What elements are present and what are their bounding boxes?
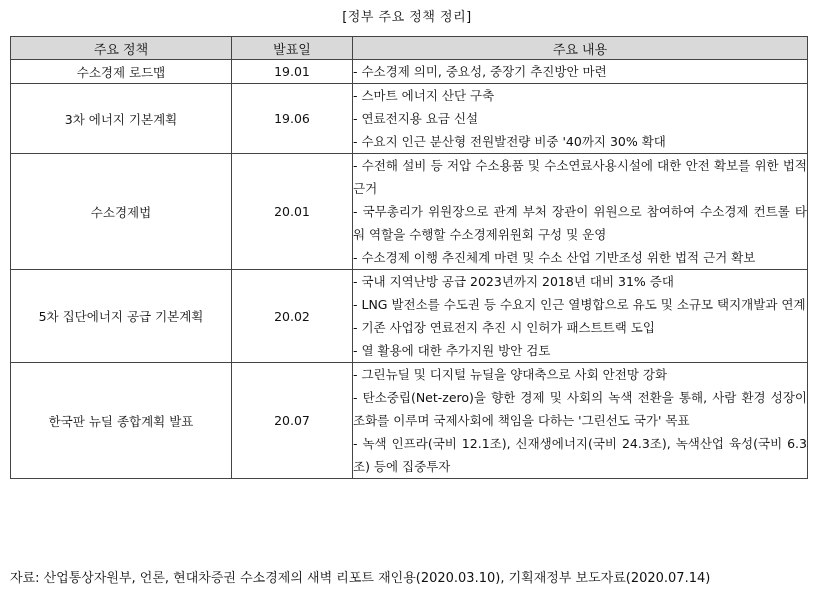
policy-name: 한국판 뉴딜 종합계획 발표 <box>11 363 232 479</box>
policy-name: 수소경제법 <box>11 154 232 270</box>
policy-name: 3차 에너지 기본계획 <box>11 84 232 154</box>
policy-name: 수소경제 로드맵 <box>11 60 232 84</box>
table-row <box>11 363 808 479</box>
table-title: [정부 주요 정책 정리] <box>342 10 472 25</box>
content-item: - 국내 지역난방 공급 2023년까지 2018년 대비 31% 증대 <box>353 274 674 289</box>
policy-content <box>353 60 808 84</box>
content-item: - 연료전지용 요금 신설 <box>353 111 479 126</box>
policy-content <box>353 363 808 479</box>
source-note: 자료: 산업통상자원부, 언론, 현대차증권 수소경제의 새벽 리포트 재인용(2020.03.10), 기획재정부 보도자료(2020.07.14) <box>10 571 711 586</box>
content-item: - 수소경제 의미, 중요성, 중장기 추진방안 마련 <box>353 64 607 79</box>
content-item: - 수요지 인근 분산형 전원발전량 비중 '40까지 30% 확대 <box>353 134 666 149</box>
policy-content <box>353 84 808 154</box>
policy-content <box>353 154 808 270</box>
table-row <box>11 270 808 363</box>
header-policy: 주요 정책 <box>11 37 232 60</box>
header-row <box>11 37 808 60</box>
content-item: - 녹색 인프라(국비 12.1조), 신재생에너지(국비 24.3조), 녹색산업 육성(국비 6.3조) 등에 집중투자 <box>353 436 807 474</box>
content-item: - LNG 발전소를 수도권 등 수요지 인근 열병합으로 유도 및 소규모 택지개발과 연계 <box>353 297 806 312</box>
content-item: - 수전해 설비 등 저압 수소용품 및 수소연료사용시설에 대한 안전 확보를 위한 법적 근거 <box>353 158 807 196</box>
content-item: - 스마트 에너지 산단 구축 <box>353 88 495 103</box>
announce-date: 19.06 <box>232 84 353 154</box>
table-row <box>11 154 808 270</box>
announce-date: 20.07 <box>232 363 353 479</box>
content-item: - 국무총리가 위원장으로 관계 부처 장관이 위원으로 참여하여 수소경제 컨트롤 타워 역할을 수행할 수소경제위원회 구성 및 운영 <box>353 204 807 242</box>
policy-name: 5차 집단에너지 공급 기본계획 <box>11 270 232 363</box>
header-date: 발표일 <box>232 37 353 60</box>
table-row <box>11 84 808 154</box>
content-item: - 기존 사업장 연료전지 추진 시 인허가 패스트트랙 도입 <box>353 320 655 335</box>
content-item: - 수소경제 이행 추진체계 마련 및 수소 산업 기반조성 위한 법적 근거 확보 <box>353 250 756 265</box>
header-content: 주요 내용 <box>353 37 808 60</box>
policy-content <box>353 270 808 363</box>
announce-date: 20.01 <box>232 154 353 270</box>
content-item: - 그린뉴딜 및 디지털 뉴딜을 양대축으로 사회 안전망 강화 <box>353 367 668 382</box>
announce-date: 20.02 <box>232 270 353 363</box>
table-row <box>11 60 808 84</box>
content-item: - 탄소중립(Net-zero)을 향한 경제 및 사회의 녹색 전환을 통해, 사람 환경 성장이 조화를 이루며 국제사회에 책임을 다하는 '그린선도 국가' 목표 <box>353 390 807 428</box>
content-item: - 열 활용에 대한 추가지원 방안 검토 <box>353 343 551 358</box>
policy-table <box>10 36 808 479</box>
announce-date: 19.01 <box>232 60 353 84</box>
